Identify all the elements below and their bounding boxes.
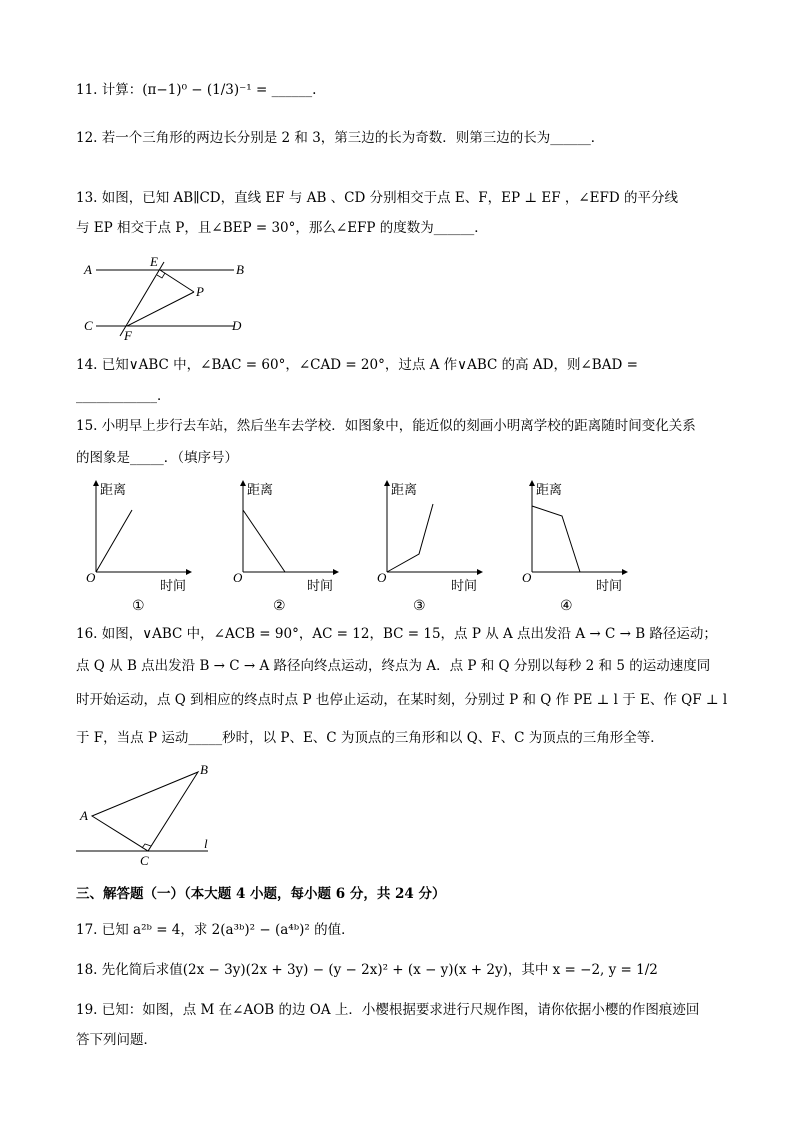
graph-caption: ②	[273, 599, 286, 614]
graph-line	[243, 510, 285, 572]
question-16-figure	[76, 760, 226, 870]
graph-4	[512, 478, 632, 616]
graph-2	[223, 478, 343, 616]
label-d: D	[232, 318, 242, 333]
question-16-line-3: 时开始运动，点 Q 到相应的终点时点 P 也停止运动，在某时刻，分别过 P 和 Q 作 PE ⊥ l 于 E、作 QF ⊥ l	[76, 692, 728, 708]
question-11-text: 11. 计算：(π−1)⁰ − (1/3)⁻¹ = ______.	[76, 82, 317, 98]
y-arrow	[529, 480, 535, 486]
question-16-line-4: 于 F，当点 P 运动_____秒时，以 P、E、C 为顶点的三角形和以 Q、F、C 为顶点的三角形全等．	[76, 730, 664, 746]
label-c: C	[84, 318, 93, 333]
y-label: 距离	[100, 483, 127, 498]
graph-line	[387, 504, 433, 572]
origin-label: O	[377, 570, 387, 585]
question-16-line-2: 点 Q 从 B 点出发沿 B → C → A 路径向终点运动，终点为 A．点 P 和 Q 分别以每秒 2 和 5 的运动速度同	[76, 658, 711, 674]
origin-label: O	[86, 570, 96, 585]
origin-label: O	[233, 570, 243, 585]
right-angle-mark	[157, 273, 165, 278]
section-3-heading: 三、解答题（一）（本大题 4 小题，每小题 6 分，共 24 分）	[76, 886, 446, 902]
y-label: 距离	[247, 483, 274, 498]
label-a: A	[80, 808, 88, 823]
right-angle-mark	[142, 844, 151, 848]
question-12	[76, 128, 604, 148]
x-arrow	[477, 569, 483, 575]
graph-3	[367, 478, 487, 616]
x-arrow	[333, 569, 339, 575]
y-arrow	[93, 480, 99, 486]
x-label: 时间	[451, 579, 478, 594]
question-16-line-1: 16. 如图，∨ABC 中，∠ACB = 90°，AC = 12，BC = 15，点 P 从 A 点出发沿 A → C → B 路径运动；	[76, 626, 717, 642]
graph-caption: ①	[132, 599, 145, 614]
question-19-line-2: 答下列问题．	[76, 1032, 157, 1048]
graph-caption: ④	[560, 599, 573, 614]
question-13-line-1: 13. 如图，已知 AB∥CD，直线 EF 与 AB 、CD 分别相交于点 E、F，EP ⊥ EF ，∠EFD 的平分线	[76, 190, 679, 206]
x-label: 时间	[596, 579, 623, 594]
question-13-line-2: 与 EP 相交于点 P，且∠BEP = 30°，那么∠EFP 的度数为______．	[76, 220, 488, 236]
label-a: A	[84, 262, 92, 277]
triangle-abc	[92, 772, 198, 851]
y-arrow	[384, 480, 390, 486]
y-arrow	[240, 480, 246, 486]
origin-label: O	[522, 570, 532, 585]
question-19-line-1: 19. 已知：如图，点 M 在∠AOB 的边 OA 上．小樱根据要求进行尺规作图，请你依据小樱的作图痕迹回	[76, 1002, 700, 1018]
question-15-line-1: 15. 小明早上步行去车站，然后坐车去学校．如图象中，能近似的刻画小明离学校的距离随时间变化关系	[76, 418, 696, 434]
question-14-line-1: 14. 已知∨ABC 中，∠BAC = 60°，∠CAD = 20°，过点 A 作∨ABC 的高 AD，则∠BAD =	[76, 357, 638, 373]
line-ef	[120, 262, 164, 336]
question-18: 18. 先化简后求值(2x − 3y)(2x + 3y) − (y − 2x)² + (x − y)(x + 2y)，其中 x = −2, y = 1/2	[76, 962, 658, 978]
question-11	[76, 80, 316, 100]
x-label: 时间	[307, 579, 334, 594]
graph-1	[76, 478, 196, 616]
label-p: P	[196, 284, 204, 299]
label-e: E	[150, 254, 158, 269]
graph-caption: ③	[413, 599, 426, 614]
x-arrow	[622, 569, 628, 575]
graph-line	[532, 506, 580, 572]
segment-fp	[127, 292, 194, 326]
x-label: 时间	[160, 579, 187, 594]
y-label: 距离	[536, 483, 563, 498]
question-13-figure	[76, 252, 266, 344]
question-17: 17. 已知 a²ᵇ = 4，求 2(a³ᵇ)² − (a⁴ᵇ)² 的值．	[76, 922, 355, 938]
graph-line	[96, 510, 132, 572]
x-arrow	[186, 569, 192, 575]
label-b: B	[200, 762, 208, 777]
question-15-line-2: 的图象是_____．（填序号）	[76, 450, 238, 466]
label-b: B	[236, 262, 244, 277]
label-f: F	[124, 328, 132, 343]
label-c: C	[140, 853, 149, 868]
label-l: l	[204, 836, 208, 851]
question-12-text: 12. 若一个三角形的两边长分别是 2 和 3，第三边的长为奇数．则第三边的长为______．	[76, 130, 605, 146]
y-label: 距离	[391, 483, 418, 498]
question-14-line-2: ____________．	[76, 388, 171, 404]
